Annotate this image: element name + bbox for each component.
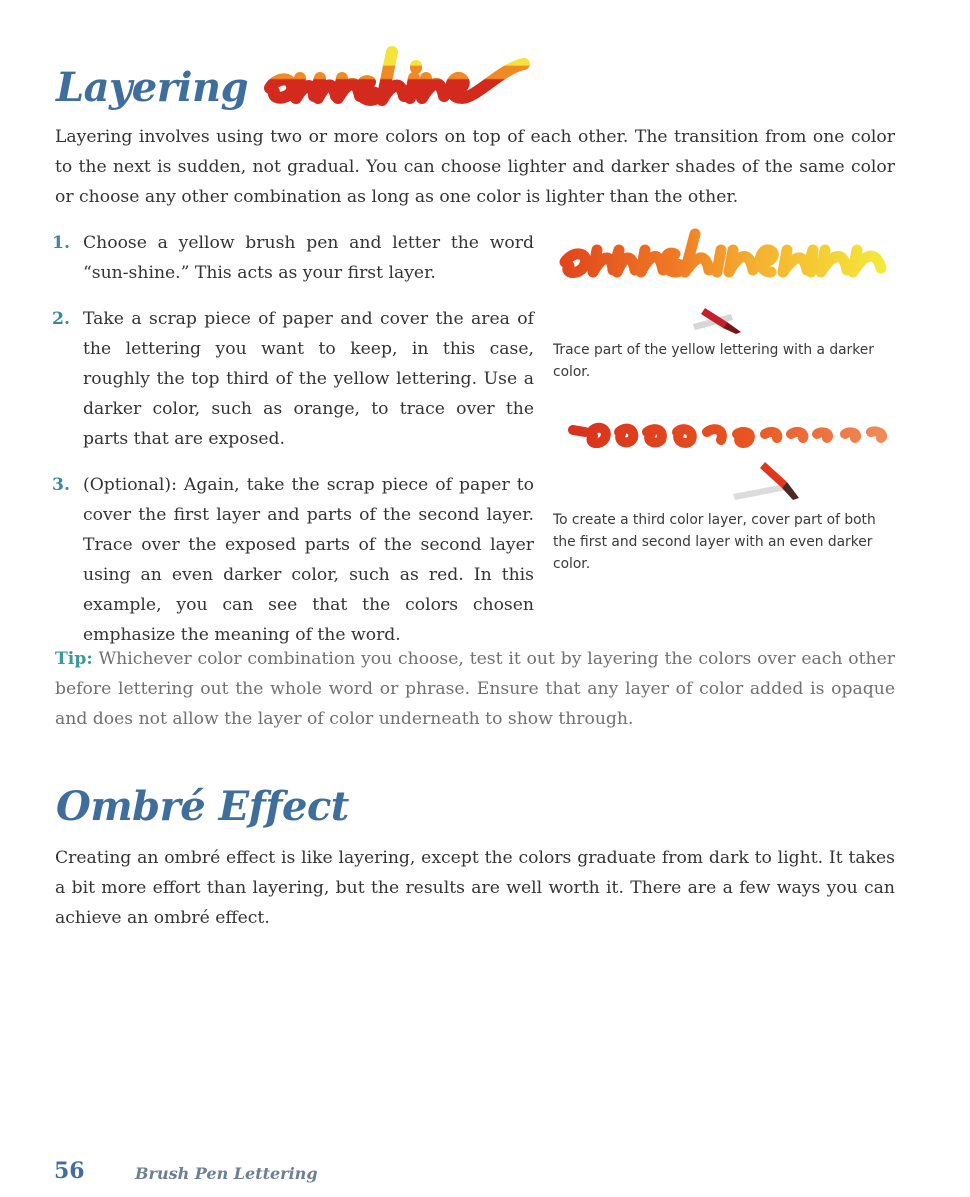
section-heading-ombre-effect: Ombré Effect: [56, 783, 349, 830]
brush-pen-icon: [693, 308, 741, 334]
list-item: [52, 470, 534, 650]
ombre-paragraph: Creating an ombré effect is like layering, except the colors graduate from dark to light. It takes a bit more effort than layering, but the results are well worth it. There are a few ways you can achieve an ombré effect.: [55, 848, 895, 928]
step-number: 3.: [52, 475, 70, 495]
page-footer: [54, 1158, 318, 1184]
tip-paragraph: [55, 644, 895, 734]
section-heading-layering: Layering: [56, 64, 249, 111]
figure-caption: Trace part of the yellow lettering with a darker color.: [553, 342, 874, 380]
figure-caption: To create a third color layer, cover part of both the first and second layer with an even darker color.: [553, 512, 876, 572]
step-text: Take a scrap piece of paper and cover the area of the lettering you want to keep, in this case, roughly the top third of the yellow lettering. Use a darker color, such as orange, to trace over the parts that are exposed.: [83, 309, 534, 449]
running-title: Brush Pen Lettering: [135, 1164, 318, 1183]
step-text: Choose a yellow brush pen and letter the word “sun-shine.” This acts as your first layer.: [83, 233, 534, 283]
figure-orange-layer-image: [555, 228, 900, 336]
tip-text: Whichever color combination you choose, test it out by layering the colors over each other before lettering out the whole word or phrase. Ensure that any layer of color added is opaque and does not allow the layer of color underneath to show through.: [55, 649, 895, 729]
step-number: 2.: [52, 309, 70, 329]
sunshine-lettering-image: [262, 38, 580, 112]
list-item: [52, 304, 534, 454]
page-number: 56: [54, 1158, 85, 1184]
intro-paragraph: Layering involves using two or more colors on top of each other. The transition from one color to the next is sudden, not gradual. You can choose lighter and darker shades of the same color or choose any other combination as long as one color is lighter than the other.: [55, 127, 895, 207]
steps-list: [52, 228, 534, 666]
brush-pen-icon: [733, 462, 799, 500]
step-number: 1.: [52, 233, 70, 253]
tip-label: Tip:: [55, 649, 93, 669]
step-text: (Optional): Again, take the scrap piece of paper to cover the first layer and parts of the second layer. Trace over the exposed parts of the second layer using an even darker color, such as red. In this example, you can see that the colors chosen emphasize the meaning of the word.: [83, 475, 534, 645]
figure-red-layer-image: [555, 402, 900, 507]
list-item: [52, 228, 534, 288]
